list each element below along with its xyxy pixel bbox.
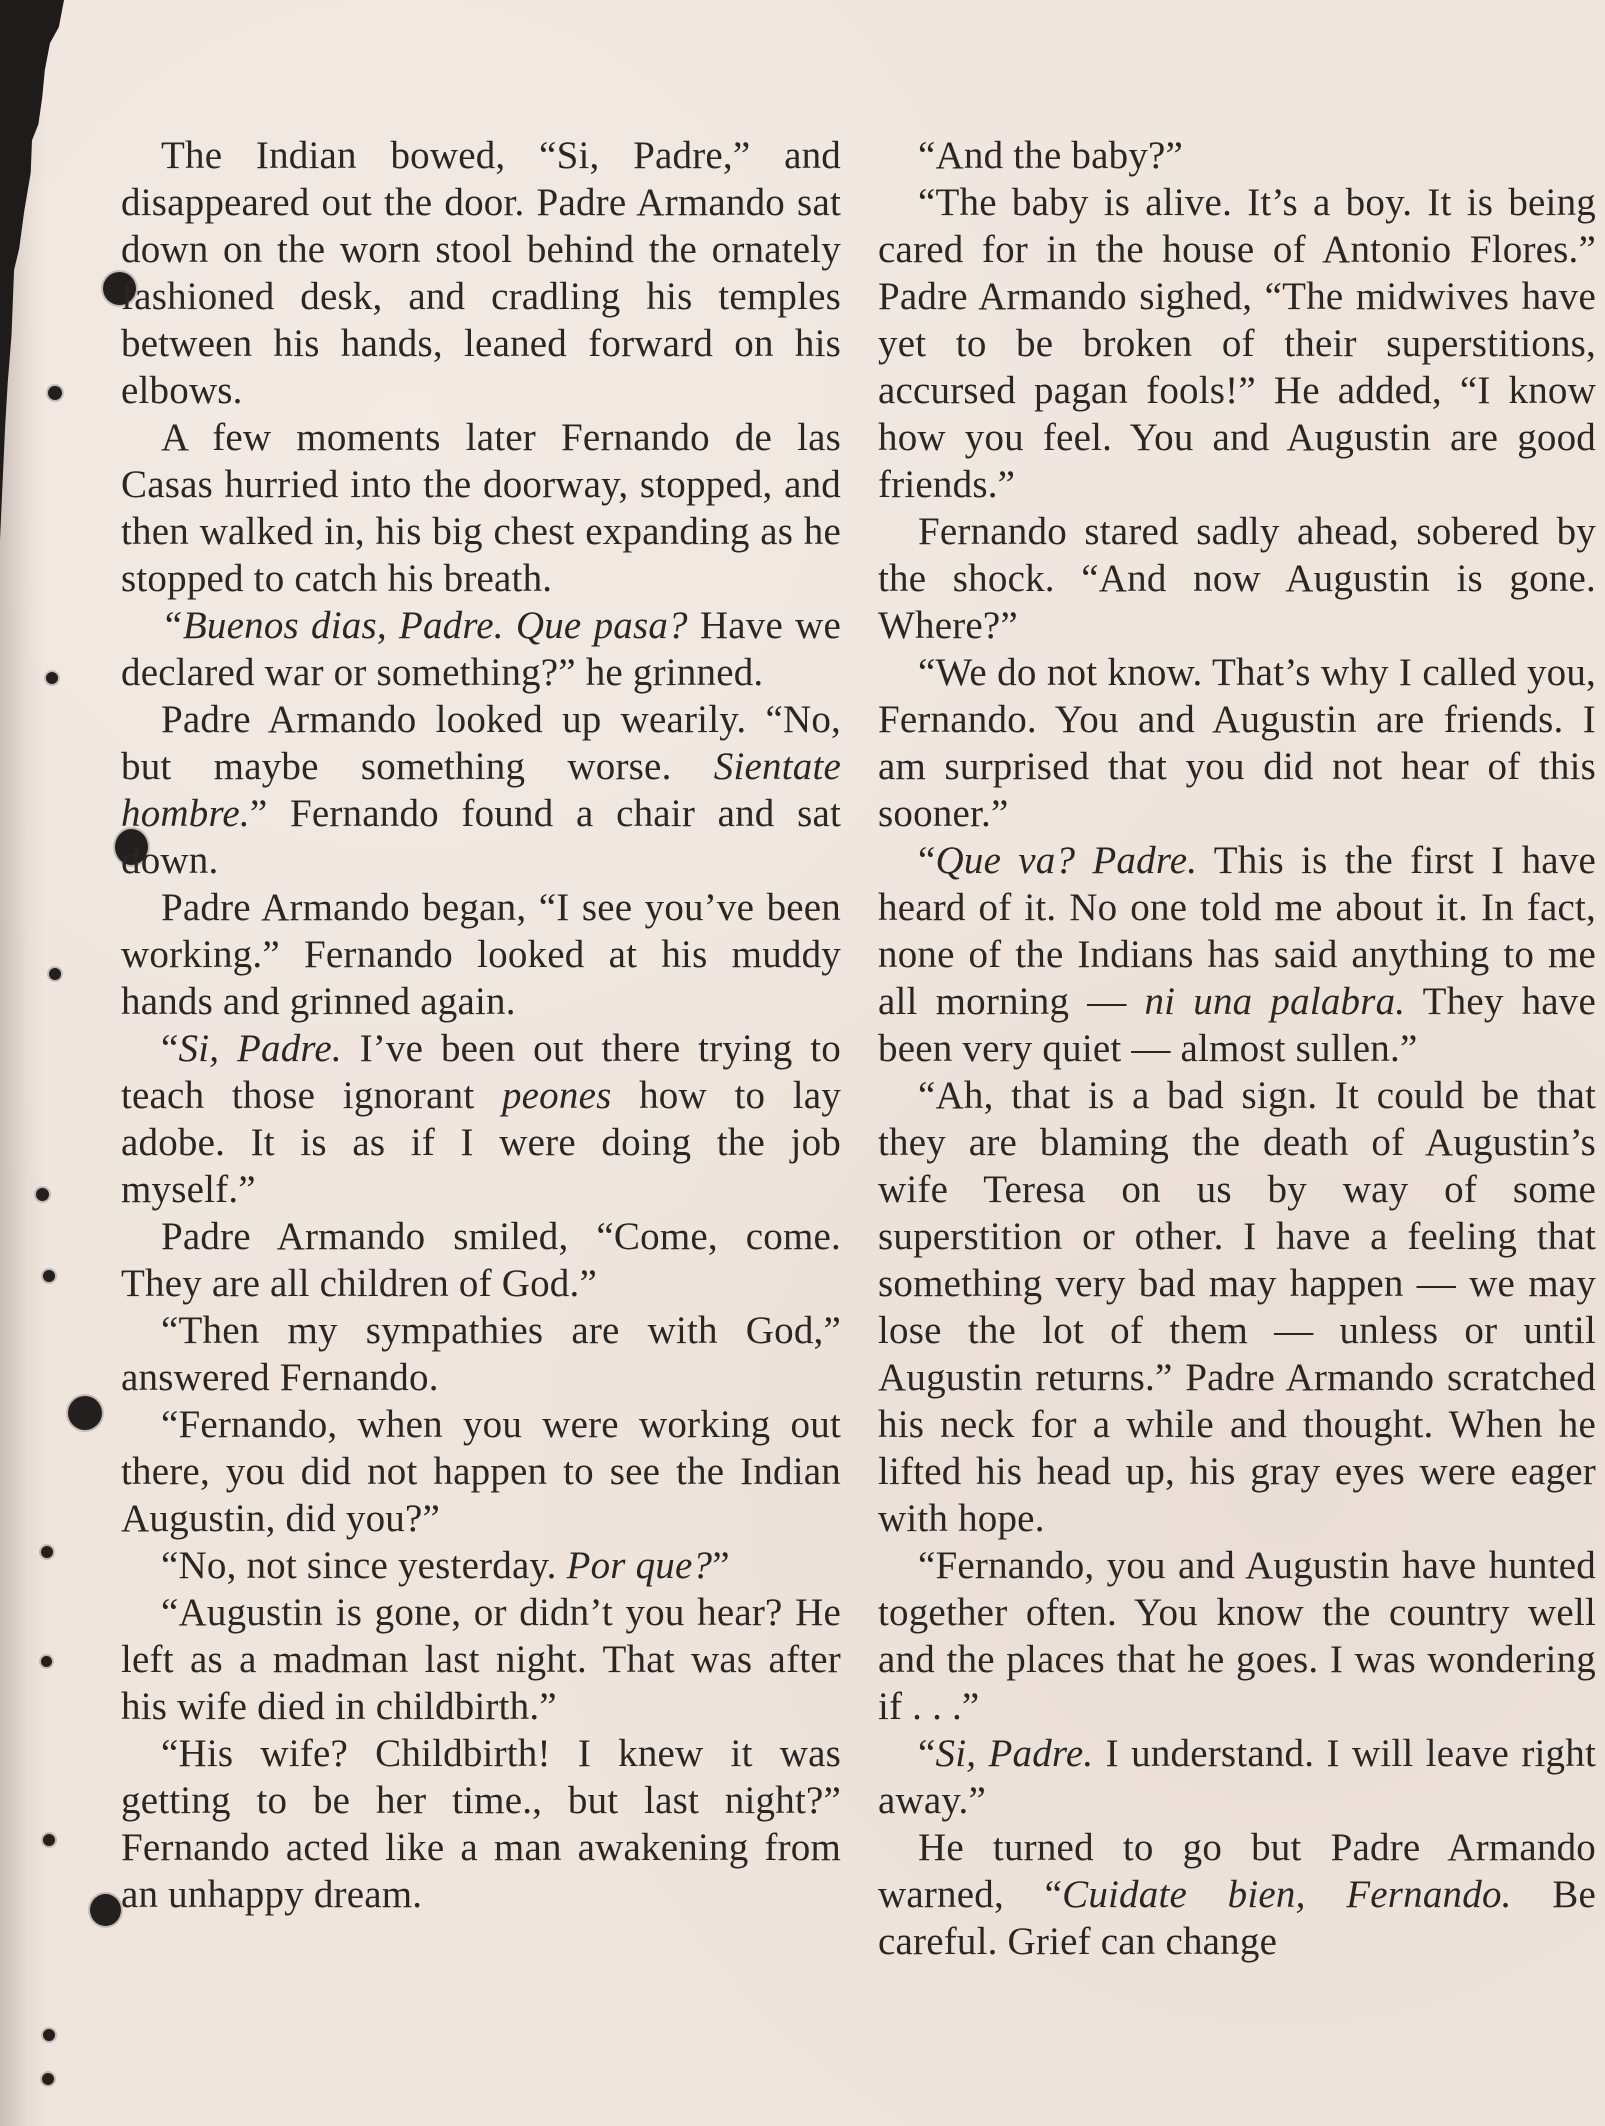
left-paragraph-6: [121, 1025, 841, 1213]
left-paragraph-11: “Augustin is gone, or didn’t you hear? He left as a madman last night. That was after his wife died in childbirth.”: [121, 1591, 841, 1728]
page-hole: [43, 1834, 55, 1846]
right-paragraph-4: “We do not know. That’s why I called you, Fernando. You and Augustin are friends. I am surprised that you did not hear of this sooner.”: [878, 651, 1596, 835]
left-paragraph-4-text: Padre Armando looked up wearily. “No, but maybe something worse.: [121, 698, 841, 788]
left-paragraph-6-text: I’ve been out there trying to teach those ignorant: [121, 1027, 841, 1117]
left-paragraph-1: The Indian bowed, “Si, Padre,” and disappeared out the door. Padre Armando sat down on the worn stool behind the ornately fashioned desk, and cradling his temples between his hands, leaned forward on his elbows.: [121, 134, 841, 412]
left-paragraph-6-tail: how to lay adobe. It is as if I were doing the job myself.”: [121, 1074, 842, 1211]
left-paragraph-6-italic-lead: Si, Padre.: [178, 1027, 342, 1070]
right-paragraph-7: “Fernando, you and Augustin have hunted together often. You know the country well and the places that he goes. I was wondering if . . .”: [878, 1544, 1596, 1728]
page-hole: [68, 1396, 102, 1430]
page-hole: [43, 1270, 55, 1282]
right-paragraph-3: Fernando stared sadly ahead, sobered by the shock. “And now Augustin is gone. Where?”: [878, 510, 1596, 647]
right-paragraph-5-text: This is the first I have heard of it. No one told me about it. In fact, none of the Indians has said anything to me all morning —: [878, 839, 1596, 1023]
left-paragraph-9: “Fernando, when you were working out there, you did not happen to see the Indian Augustin, did you?”: [121, 1403, 841, 1540]
left-paragraph-3-italic-lead: “Buenos dias, Padre. Que pasa?: [161, 604, 688, 647]
page-hole: [48, 386, 62, 400]
page-hole: [36, 1188, 49, 1201]
left-paragraph-4-italic-tail: Sientate hombre.: [121, 745, 841, 835]
left-paragraph-8: “Then my sympathies are with God,” answered Fernando.: [121, 1309, 841, 1399]
left-paragraph-10-italic-tail: Por que?: [566, 1544, 713, 1587]
page-hole: [41, 1656, 52, 1667]
page-hole: [46, 672, 58, 684]
left-paragraph-2: A few moments later Fernando de las Casas hurried into the doorway, stopped, and then walked in, his big chest expanding as he stopped to catch his breath.: [121, 416, 841, 600]
right-paragraph-8-text: I understand. I will leave right away.”: [878, 1732, 1596, 1822]
right-paragraph-9-text: He turned to go but Padre Armando warned, “: [878, 1826, 1596, 1916]
right-paragraph-5-italic-lead: Que va? Padre.: [935, 839, 1198, 882]
right-paragraph-9: [878, 1824, 1596, 1965]
right-text-column: [878, 132, 1596, 1965]
left-paragraph-5: Padre Armando began, “I see you’ve been working.” Fernando looked at his muddy hands and grinned again.: [121, 886, 841, 1023]
left-text-column: [121, 132, 841, 1918]
left-paragraph-4: [121, 696, 841, 884]
left-paragraph-6-italic-mid: peones: [501, 1074, 612, 1117]
right-paragraph-5-lead: “: [918, 839, 936, 882]
right-paragraph-9-italic-mid: Cuidate bien, Fernando.: [1062, 1873, 1512, 1916]
right-paragraph-5-tail: They have been very quiet — almost sullen.”: [878, 980, 1596, 1070]
page-hole: [43, 2029, 55, 2041]
page-hole: [42, 2073, 54, 2085]
right-paragraph-9-tail: Be careful. Grief can change: [878, 1873, 1596, 1963]
right-paragraph-8: [878, 1730, 1596, 1824]
left-paragraph-10-text: “No, not since yesterday.: [161, 1544, 557, 1587]
left-paragraph-3: [121, 602, 841, 696]
left-paragraph-6-lead: “: [161, 1027, 179, 1070]
page-hole: [41, 1546, 53, 1558]
page-hole: [90, 1894, 121, 1926]
right-paragraph-2: “The baby is alive. It’s a boy. It is being cared for in the house of Antonio Flores.” Padre Armando sighed, “The midwives have yet to be broken of their superstitions, accursed pagan fools!” He added, “I know how you feel. You and Augustin are good friends.”: [878, 181, 1596, 506]
right-paragraph-8-lead: “: [918, 1732, 936, 1775]
left-paragraph-7: Padre Armando smiled, “Come, come. They are all children of God.”: [121, 1215, 841, 1305]
left-paragraph-10-trail: ”: [712, 1544, 730, 1587]
left-paragraph-4-trail: ” Fernando found a chair and sat down.: [121, 792, 841, 882]
right-paragraph-1: “And the baby?”: [918, 134, 1184, 177]
right-paragraph-5: [878, 837, 1596, 1072]
right-paragraph-6: “Ah, that is a bad sign. It could be that they are blaming the death of Augustin’s wife Teresa on us by way of some superstition or other. I have a feeling that something very bad may happen — we may lose the lot of them — unless or until Augustin returns.” Padre Armando scratched his neck for a while and thought. When he lifted his head up, his gray eyes were eager with hope.: [878, 1074, 1596, 1540]
right-paragraph-5-italic-mid: ni una palabra.: [1144, 980, 1406, 1023]
left-paragraph-10: [121, 1542, 841, 1589]
left-paragraph-12: “His wife? Childbirth! I knew it was getting to be her time., but last night?” Fernando acted like a man awakening from an unhappy dream.: [121, 1732, 841, 1916]
right-paragraph-8-italic-lead: Si, Padre.: [935, 1732, 1094, 1775]
page-hole: [49, 968, 61, 980]
left-paragraph-3-text: Have we declared war or something?” he grinned.: [121, 604, 841, 694]
